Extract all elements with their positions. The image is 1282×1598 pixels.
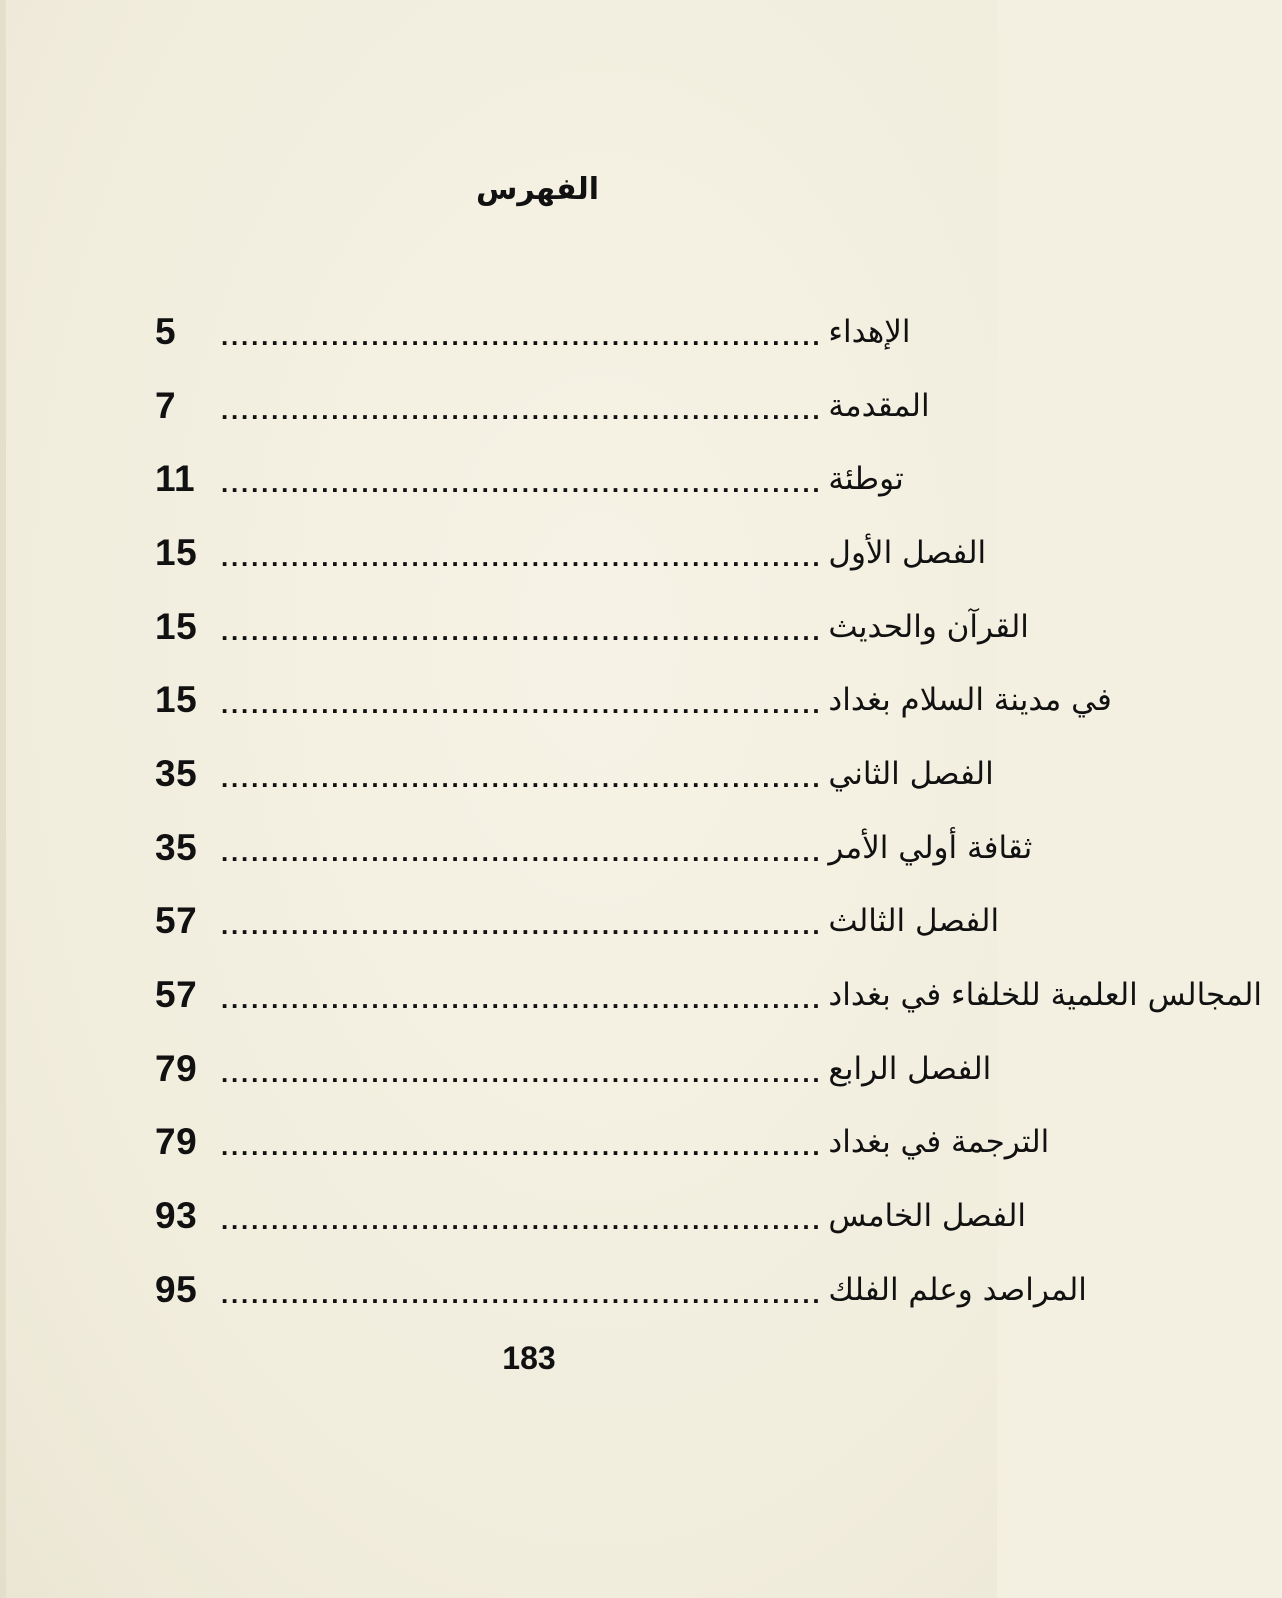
toc-row (155, 1179, 1027, 1253)
toc-row (155, 1253, 1087, 1327)
toc-page-number: 57 (155, 900, 198, 942)
dot-leader: ............................................................ (221, 1057, 823, 1088)
toc-row (155, 369, 930, 443)
dot-leader: ............................................................ (221, 394, 823, 425)
toc-row (155, 958, 1263, 1032)
toc-label: توطئة (828, 461, 904, 498)
dot-leader: ............................................................ (221, 1131, 823, 1162)
toc-label: الترجمة في بغداد (828, 1124, 1050, 1161)
dot-leader: ............................................................ (221, 541, 823, 572)
toc-label: المجالس العلمية للخلفاء في بغداد (828, 977, 1263, 1014)
toc-row (155, 442, 920, 516)
dot-leader: ............................................................ (221, 1278, 823, 1309)
toc-label: المقدمة (828, 387, 930, 424)
dot-leader: ............................................................ (221, 320, 823, 351)
toc-row (155, 590, 1029, 664)
toc-row (155, 885, 1000, 959)
toc-label: الفصل الثالث (828, 903, 1000, 940)
toc-page-number: 15 (155, 605, 198, 647)
toc-row (155, 663, 1112, 737)
dot-leader: ............................................................ (221, 615, 823, 646)
dot-leader: ............................................................ (221, 836, 823, 867)
toc-row (155, 295, 920, 369)
dot-leader: ............................................................ (221, 984, 823, 1015)
toc-page-number: 11 (155, 458, 196, 500)
toc-page-number: 5 (155, 310, 177, 352)
toc-page-number: 15 (155, 531, 198, 573)
toc-page-number: 57 (155, 974, 198, 1016)
toc-page-number: 15 (155, 679, 198, 721)
page-number: 183 (502, 1340, 556, 1376)
toc-page-number: 35 (155, 752, 198, 794)
dot-leader: ............................................................ (221, 468, 823, 499)
toc-row (155, 1106, 1050, 1180)
page-title: الفهرس (475, 172, 599, 207)
dot-leader: ............................................................ (221, 762, 823, 793)
toc-label: في مدينة السلام بغداد (828, 682, 1112, 719)
toc-row (155, 737, 994, 811)
toc-row (155, 1032, 992, 1106)
toc-label: الإهداء (828, 313, 911, 350)
table-of-contents (155, 295, 1263, 1327)
toc-label: ثقافة أولي الأمر (828, 829, 1033, 866)
toc-label: الفصل الخامس (828, 1198, 1027, 1235)
toc-label: الفصل الأول (828, 534, 987, 571)
toc-label: القرآن والحديث (828, 608, 1029, 645)
toc-label: الفصل الرابع (828, 1050, 992, 1087)
toc-page-number: 7 (155, 384, 177, 426)
toc-label: الفصل الثاني (828, 755, 994, 792)
toc-row (155, 811, 1033, 885)
dot-leader: ............................................................ (221, 689, 823, 720)
dot-leader: ............................................................ (221, 910, 823, 941)
toc-page-number: 95 (155, 1268, 198, 1310)
toc-row (155, 516, 987, 590)
toc-page-number: 35 (155, 826, 198, 868)
dot-leader: ............................................................ (221, 1205, 823, 1236)
toc-page-number: 93 (155, 1195, 198, 1237)
toc-label: المراصد وعلم الفلك (828, 1271, 1087, 1308)
toc-page-number: 79 (155, 1121, 198, 1163)
toc-page-number: 79 (155, 1047, 198, 1089)
